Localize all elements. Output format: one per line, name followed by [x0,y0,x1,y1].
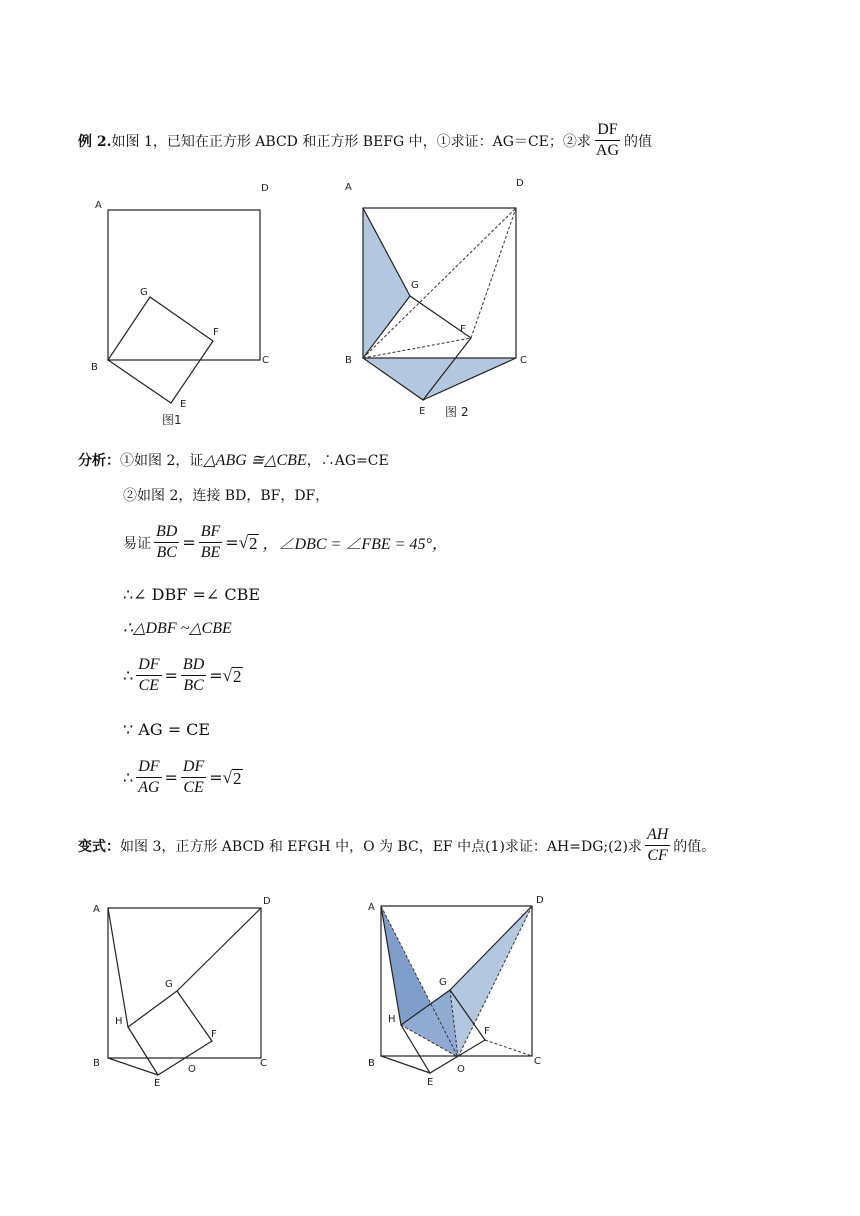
therefore: ∴ [123,666,134,685]
label-h: H [388,1014,396,1025]
label-o: O [457,1064,465,1075]
label-c: C [534,1056,541,1067]
fraction [181,655,206,696]
square-befg [108,297,213,403]
label-d: D [261,183,269,194]
analysis-text: ，∴AG=CE [306,453,389,469]
analysis-text: ∴△DBF ~△CBE [123,620,232,637]
variant-fraction [645,825,670,866]
label-b: B [91,362,98,373]
equals: = [209,768,223,787]
analysis-line-4 [123,585,260,604]
sqrt-radicand: 2 [233,666,242,686]
sqrt [223,768,243,788]
label-a: A [93,904,100,915]
figure-2 [335,170,545,425]
square-abcd [108,210,260,360]
label-c: C [260,1058,267,1069]
analysis-line-2 [123,485,329,505]
label-e: E [180,399,187,410]
variant-label: 变式： [78,838,120,855]
frac-num: AH [645,825,670,846]
variant-heading [78,825,715,866]
label-g: G [165,979,173,990]
fraction [136,655,161,696]
label-a: A [95,200,102,211]
equals: = [225,533,239,552]
label-f: F [211,1029,217,1040]
frac-den: CE [183,779,204,796]
frac-num: BF [199,522,223,543]
label-a: A [368,902,375,913]
frac-den: CF [647,847,668,864]
fraction [181,757,206,798]
figure-3 [88,890,288,1090]
variant-text: 如图 3，正方形 ABCD 和 EFGH 中，O 为 BC，EF 中点(1)求证：AH=DG;(2)求 [120,838,642,855]
frac-den: BC [156,544,177,561]
fraction [136,757,161,798]
example-tail: 的值 [624,133,652,150]
sqrt-radicand: 2 [249,533,258,553]
label-g: G [411,280,419,291]
label-d: D [536,895,544,906]
sqrt-radicand: 2 [233,768,242,788]
frac-den: BC [183,677,204,694]
equals: = [164,666,178,685]
analysis-label: 分析： [78,453,120,469]
fig1-caption: 图1 [162,413,182,427]
analysis-line-3 [123,522,448,563]
label-g: G [439,977,447,988]
fraction [199,522,223,563]
analysis-line-1 [78,450,389,470]
frac-num: DF [136,655,161,676]
label-d: D [263,896,271,907]
analysis-line-6 [123,655,243,696]
equals: = [164,768,178,787]
analysis-text: 易证 [123,535,151,552]
therefore: ∴ [123,768,134,787]
frac-den: AG [138,779,160,796]
label-a: A [345,182,352,193]
sqrt-sign: √ [222,767,232,787]
frac-den: CE [138,677,160,694]
frac-den: BE [200,544,221,561]
frac-num: DF [181,757,206,778]
equals: = [209,666,223,685]
label-b: B [368,1058,375,1069]
label-f: F [213,327,219,338]
analysis-text: ∴∠ DBF =∠ CBE [123,585,261,604]
equals: = [182,533,196,552]
label-c: C [262,355,269,366]
label-f: F [484,1026,490,1037]
frac-num: DF [136,757,161,778]
label-e: E [427,1077,434,1088]
sqrt-sign: √ [222,665,232,685]
square-efgh [128,991,212,1075]
label-b: B [93,1058,100,1069]
triangle-dgo [450,906,532,1057]
analysis-line-5 [123,618,232,638]
example-fraction [594,120,621,161]
analysis-math: △ABG ≅△CBE [203,452,307,469]
label-b: B [345,355,352,366]
analysis-text: ∵ AG = CE [123,720,211,739]
analysis-text: ①如图 2，证 [120,453,204,469]
analysis-line-8 [123,757,243,798]
example-frac-num: DF [595,120,619,141]
label-o: O [188,1064,196,1075]
angle-statement: ，∠DBC = ∠FBE = 45°， [262,536,448,553]
analysis-line-7 [123,720,210,739]
example-heading [78,120,652,161]
example-frac-den: AG [595,142,619,159]
analysis-text: ②如图 2，连接 BD，BF，DF， [123,488,330,504]
variant-tail: 的值。 [673,838,716,855]
fig2-caption: 图 2 [445,405,469,419]
label-h: H [115,1016,123,1027]
label-g: G [140,287,148,298]
label-e: E [154,1078,161,1089]
figure-4 [360,888,560,1088]
fraction [154,522,179,563]
example-text: 如图 1，已知在正方形 ABCD 和正方形 BEFG 中，①求证：AG＝CE；②求 [111,133,591,150]
label-d: D [516,178,524,189]
sqrt [223,666,243,686]
sqrt-sign: √ [238,532,249,552]
label-e: E [419,406,426,417]
figure-1 [85,175,300,430]
sqrt [239,533,259,553]
frac-num: BD [154,522,179,543]
example-label: 例 2. [78,133,112,150]
frac-num: BD [181,655,206,676]
label-f: F [460,324,466,335]
label-c: C [520,355,527,366]
